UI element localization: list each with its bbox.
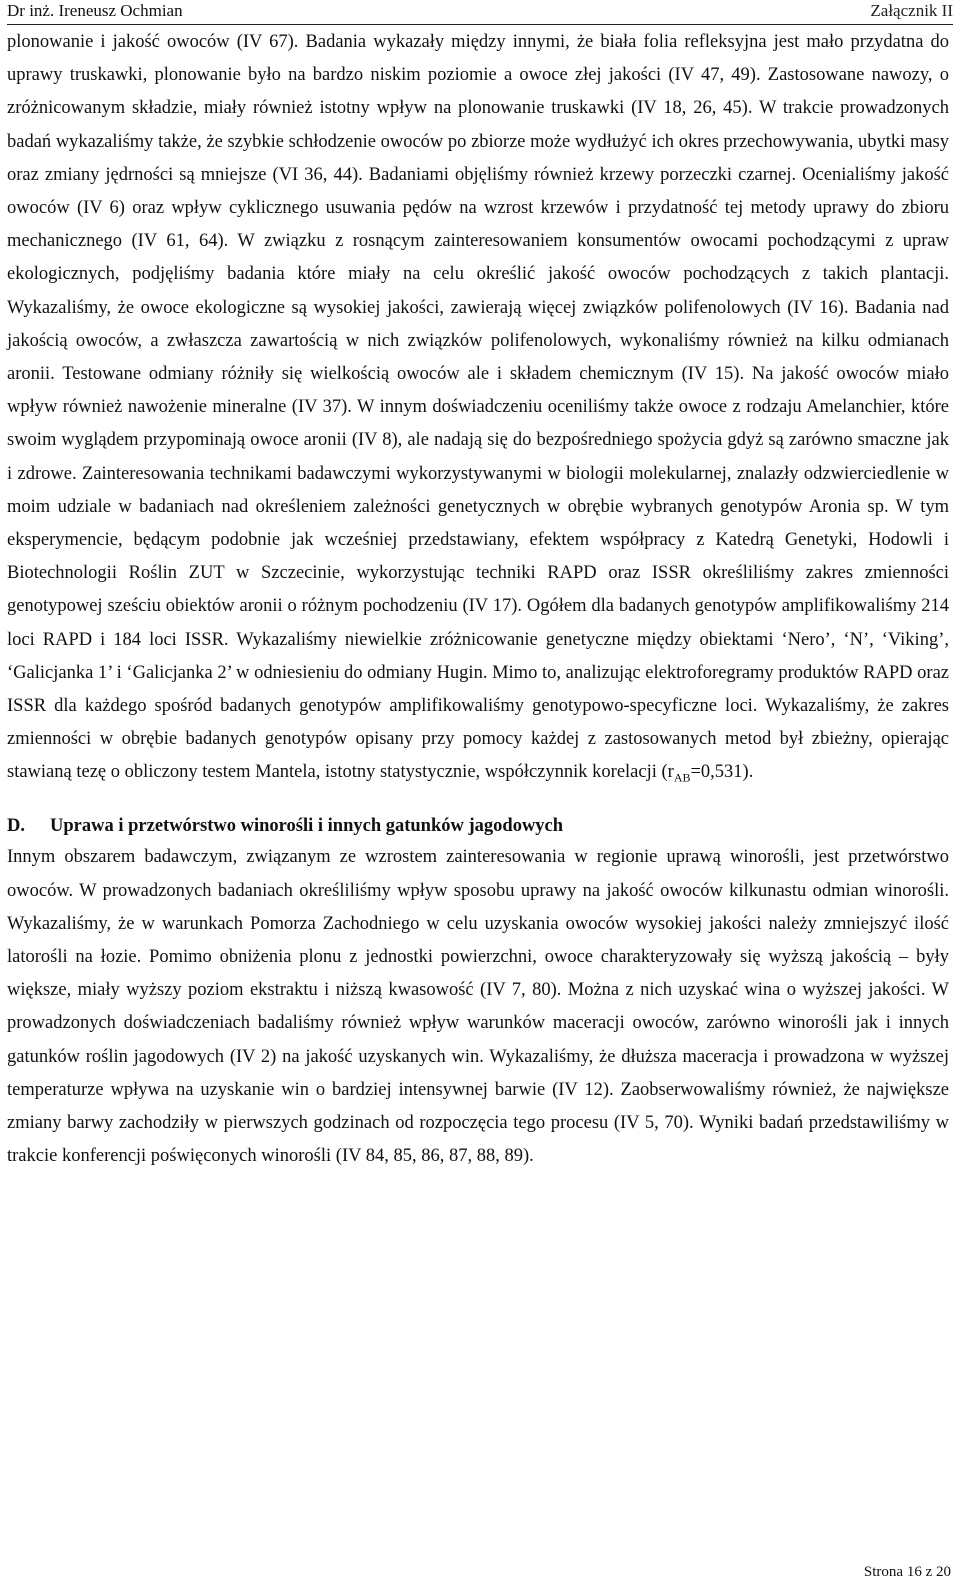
- page-header: [7, 0, 953, 25]
- header-attachment: Załącznik II: [870, 1, 953, 20]
- paragraph-text: plonowanie i jakość owoców (IV 67). Badania wykazały między innymi, że biała folia refleksyjna jest mało przydatna do uprawy truskawki, plonowanie było na bardzo niskim poziomie a owoce złej jakości (IV 47, 49). Zastosowane nawozy, o zróżnicowanym składzie, miały również istotny wpływ na plonowanie truskawki (IV 18, 26, 45). W trakcie prowadzonych badań wykazaliśmy także, że szybkie schłodzenie owoców po zbiorze może wydłużyć ich okres przechowywania, ubytki masy oraz zmiany jędrności są mniejsze (VI 36, 44). Badaniami objęliśmy również krzewy porzeczki czarnej. Ocenialiśmy jakość owoców (IV 6) oraz wpływ cyklicznego usuwania pędów na wzrost krzewów i przydatność tej metody uprawy do zbioru mechanicznego (IV 61, 64). W związku z rosnącym zainteresowaniem konsumentów owocami pochodzącymi z upraw ekologicznych, podjęliśmy badania które miały na celu określić jakość owoców pochodzących z takich plantacji. Wykazaliśmy, że owoce ekologiczne są wysokiej jakości, zawierają więcej związków polifenolowych (IV 16). Badania nad jakością owoców, a zwłaszcza zawartością w nich związków polifenolowych, wykonaliśmy również na kilku odmianach aronii. Testowane odmiany różniły się wielkością owoców ale i składem chemicznym (IV 15). Na jakość owoców miało wpływ również nawożenie mineralne (IV 37). W innym doświadczeniu oceniliśmy także owoce z rodzaju Amelanchier, które swoim wyglądem przypominają owoce aronii (IV 8), ale nadają się do bezpośredniego spożycia gdyż są zarówno smaczne jak i zdrowe. Zainteresowania technikami badawczymi wykorzystywanymi w biologii molekularnej, znalazły odzwierciedlenie w moim udziale w badaniach nad określeniem zależności genetycznych w obrębie wybranych genotypów Aronia sp. W tym eksperymencie, będącym podobnie jak wcześniej przedstawiany, efektem współpracy z Katedrą Genetyki, Hodowli i Biotechnologii Roślin ZUT w Szczecinie, wykorzystując techniki RAPD oraz ISSR określiliśmy zakres zmienności genotypowej sześciu obiektów aronii o różnym pochodzeniu (IV 17). Ogółem dla badanych genotypów amplifikowaliśmy 214 loci RAPD i 184 loci ISSR. Wykazaliśmy niewielkie zróżnicowanie genetyczne między obiektami ‘Nero’, ‘N’, ‘Viking’, ‘Galicjanka 1’ i ‘Galicjanka 2’ w odniesieniu do odmiany Hugin. Mimo to, analizując elektroforegramy produktów RAPD oraz ISSR dla każdego spośród badanych genotypów amplifikowaliśmy genotypowo-specyficzne loci. Wykazaliśmy, że zakres zmienności w obrębie badanych genotypów opisany przy pomocy każdej z zastosowanych metod był zbieżny, opierając stawianą tezę o obliczony testem Mantela, istotny statystycznie, współczynnik korelacji (r: [7, 32, 949, 783]
- paragraph-continued: [7, 26, 949, 795]
- correlation-subscript: AB: [673, 771, 691, 786]
- section-paragraph: Innym obszarem badawczym, związanym ze wzrostem zainteresowania w regionie uprawą winorośli, jest przetwórstwo owoców. W prowadzonych badaniach określiliśmy wpływ sposobu uprawy na jakość owoców kilkunastu odmian winorośli. Wykazaliśmy, że w warunkach Pomorza Zachodniego w celu uzyskania owoców wysokiej jakości należy zmniejszyć ilość latorośli na łozie. Pomimo obniżenia plonu z jednostki powierzchni, owoce charakteryzowały się wyższą jakością – były większe, miały wyższy poziom ekstraktu i niższą kwasowość (IV 7, 80). Można z nich uzyskać wina o wyższej jakości. W prowadzonych doświadczeniach badaliśmy również wpływ warunków maceracji owoców, zarówno winorośli jak i innych gatunków roślin jagodowych (IV 2) na jakość uzyskanych win. Wykazaliśmy, że dłuższa maceracja i prowadzona w wyższej temperaturze wpływa na uzyskanie win o bardziej intensywnej barwie (IV 12). Zaobserwowaliśmy również, że największe zmiany barwy zachodziły w pierwszych godzinach od rozpoczęcia tego procesu (IV 5, 70). Wyniki badań przedstawiliśmy w trakcie konferencji poświęconych winorośli (IV 84, 85, 86, 87, 88, 89).: [7, 847, 949, 1167]
- paragraph-text-end: =0,531).: [690, 762, 754, 783]
- section-letter: D.: [7, 816, 25, 837]
- section-title: Uprawa i przetwórstwo winorośli i innych gatunków jagodowych: [50, 816, 564, 837]
- document-body: [7, 26, 949, 1173]
- header-author: Dr inż. Ireneusz Ochmian: [7, 1, 183, 20]
- page-number: Strona 16 z 20: [863, 1564, 951, 1580]
- section-heading: [7, 811, 949, 841]
